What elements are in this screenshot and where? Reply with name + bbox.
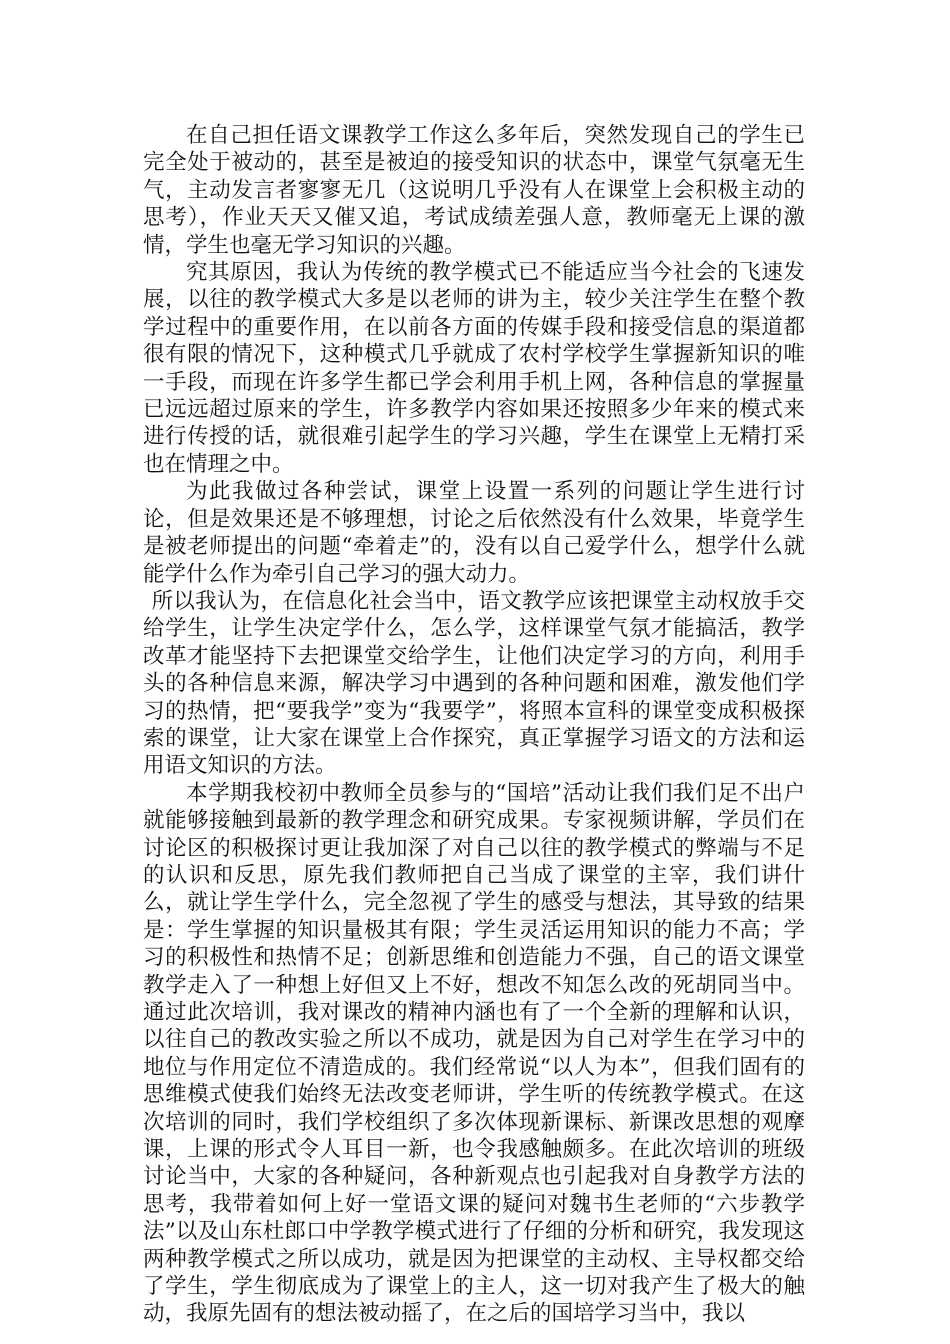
paragraph-4: 所以我认为，在信息化社会当中，语文教学应该把课堂主动权放手交给学生，让学生决定学什么，怎么学，这样课堂气氛才能搞活，教学改革才能坚持下去把课堂交给学生，让他们决定学习的方向，利用手头的各种信息来源，解决学习中遇到的各种问题和困难，激发他们学习的热情，把“要我学”变为“我要学”，将照本宣科的课堂变成积极探索的课堂，让大家在课堂上合作探究，真正掌握学习语文的方法和运用语文知识的方法。: [143, 588, 806, 779]
paragraph-3: 为此我做过各种尝试，课堂上设置一系列的问题让学生进行讨论，但是效果还是不够理想，讨论之后依然没有什么效果，毕竟学生是被老师提出的问题“牵着走”的，没有以自己爱学什么，想学什么就能学什么作为牵引自己学习的强大动力。: [143, 479, 805, 587]
document-body: [143, 122, 805, 1328]
paragraph-5: 本学期我校初中教师全员参与的“国培”活动让我们我们足不出户就能够接触到最新的教学理念和研究成果。专家视频讲解，学员们在讨论区的积极探讨更让我加深了对自己以往的教学模式的弊端与不足的认识和反思，原先我们教师把自己当成了课堂的主宰，我们讲什么，就让学生学什么，完全忽视了学生的感受与想法，其导致的结果是：学生掌握的知识量极其有限；学生灵活运用知识的能力不高；学习的积极性和热情不足；创新思维和创造能力不强，自己的语文课堂教学走入了一种想上好但又上不好，想改不知怎么改的死胡同当中。通过此次培训，我对课改的精神内涵也有了一个全新的理解和认识，以往自己的教改实验之所以不成功，就是因为自己对学生在学习中的地位与作用定位不清造成的。我们经常说“以人为本”，但我们固有的思维模式使我们始终无法改变老师讲，学生听的传统教学模式。在这次培训的同时，我们学校组织了多次体现新课标、新课改思想的观摩课，上课的形式令人耳目一新，也令我感触颇多。在此次培训的班级讨论当中，大家的各种疑问，各种新观点也引起我对自身教学方法的思考，我带着如何上好一堂语文课的疑问对魏书生老师的“六步教学法”以及山东杜郎口中学教学模式进行了仔细的分析和研究，我发现这两种教学模式之所以成功，就是因为把课堂的主动权、主导权都交给了学生，学生彻底成为了课堂上的主人，这一切对我产生了极大的触动，我原先固有的想法被动摇了，在之后的国培学习当中，我以: [143, 780, 805, 1327]
paragraph-1: 在自己担任语文课教学工作这么多年后，突然发现自己的学生已完全处于被动的，甚至是被迫的接受知识的状态中，课堂气氛毫无生气，主动发言者寥寥无几（这说明几乎没有人在课堂上会积极主动的思考），作业天天又催又追，考试成绩差强人意，教师毫无上课的激情，学生也毫无学习知识的兴趣。: [143, 123, 805, 258]
paragraph-2: 究其原因，我认为传统的教学模式已不能适应当今社会的飞速发展，以往的教学模式大多是以老师的讲为主，较少关注学生在整个教学过程中的重要作用，在以前各方面的传媒手段和接受信息的渠道都很有限的情况下，这种模式几乎就成了农村学校学生掌握新知识的唯一手段，而现在许多学生都已学会利用手机上网，各种信息的掌握量已远远超过原来的学生，许多教学内容如果还按照多少年来的模式来进行传授的话，就很难引起学生的学习兴趣，学生在课堂上无精打采也在情理之中。: [143, 260, 805, 477]
